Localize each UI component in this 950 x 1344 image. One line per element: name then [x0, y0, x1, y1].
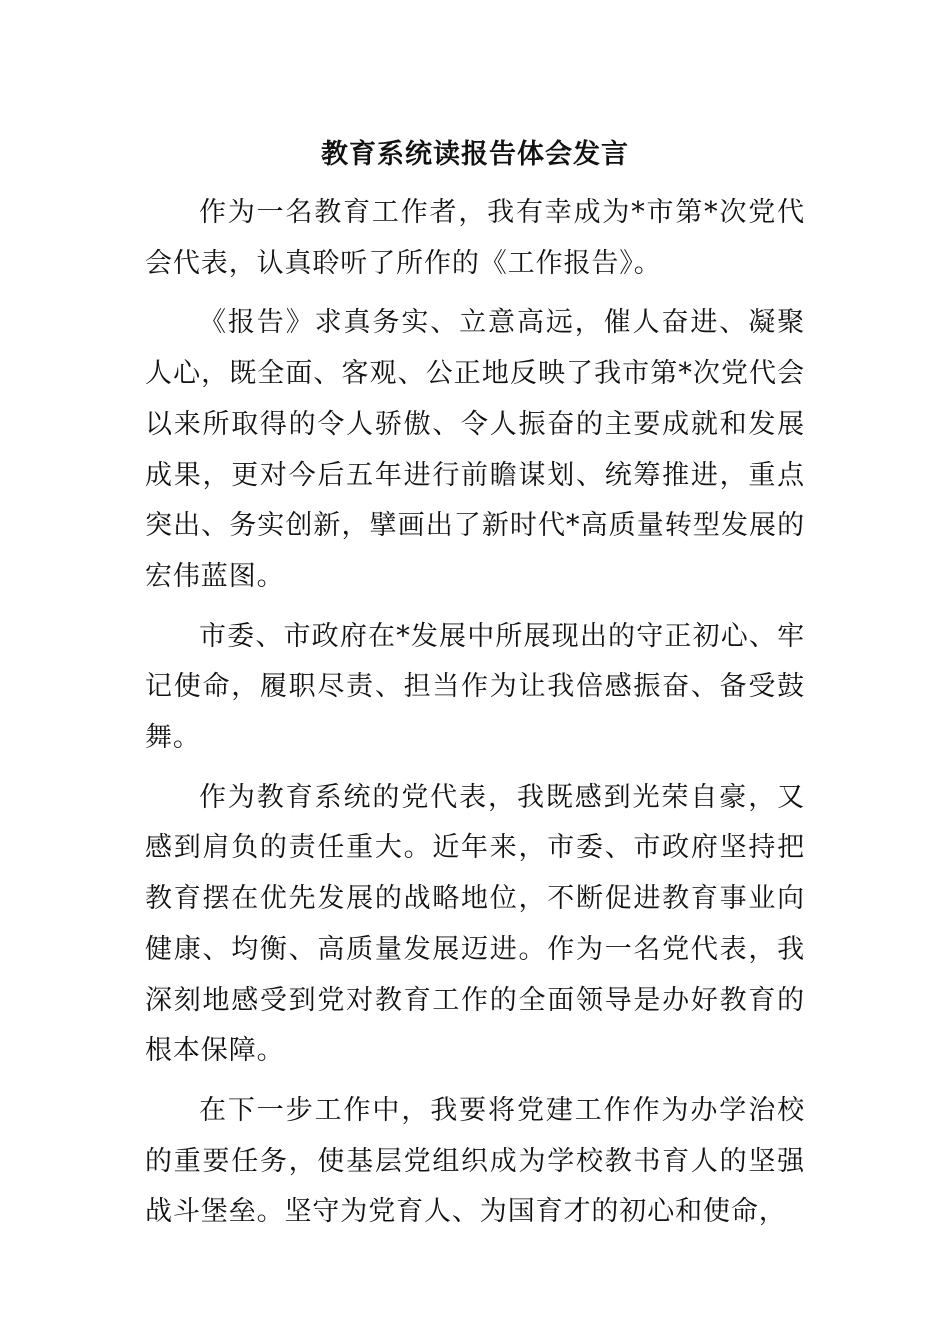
- paragraph: 《报告》求真务实、立意高远，催人奋进、凝聚人心，既全面、客观、公正地反映了我市第*次党代会以来所取得的令人骄傲、令人振奋的主要成就和发展成果，更对今后五年进行前瞻谋划、统筹推进，重点突出、务实创新，擘画出了新时代*高质量转型发展的宏伟蓝图。: [145, 307, 805, 592]
- paragraph: 在下一步工作中，我要将党建工作作为办学治校的重要任务，使基层党组织成为学校教书育人的坚强战斗堡垒。坚守为党育人、为国育才的初心和使命，: [145, 1094, 805, 1228]
- paragraph: 作为教育系统的党代表，我既感到光荣自豪，又感到肩负的责任重大。近年来，市委、市政府坚持把教育摆在优先发展的战略地位，不断促进教育事业向健康、均衡、高质量发展迈进。作为一名党代表，我深刻地感受到党对教育工作的全面领导是办好教育的根本保障。: [145, 781, 805, 1067]
- document-body: [145, 188, 805, 1247]
- paragraph: 作为一名教育工作者，我有幸成为*市第*次党代会代表，认真聆听了所作的《工作报告》。: [145, 197, 805, 279]
- paragraph: 市委、市政府在*发展中所展现出的守正初心、牢记使命，履职尽责、担当作为让我倍感振奋、备受鼓舞。: [145, 620, 805, 754]
- document-title: 教育系统读报告体会发言: [321, 139, 629, 170]
